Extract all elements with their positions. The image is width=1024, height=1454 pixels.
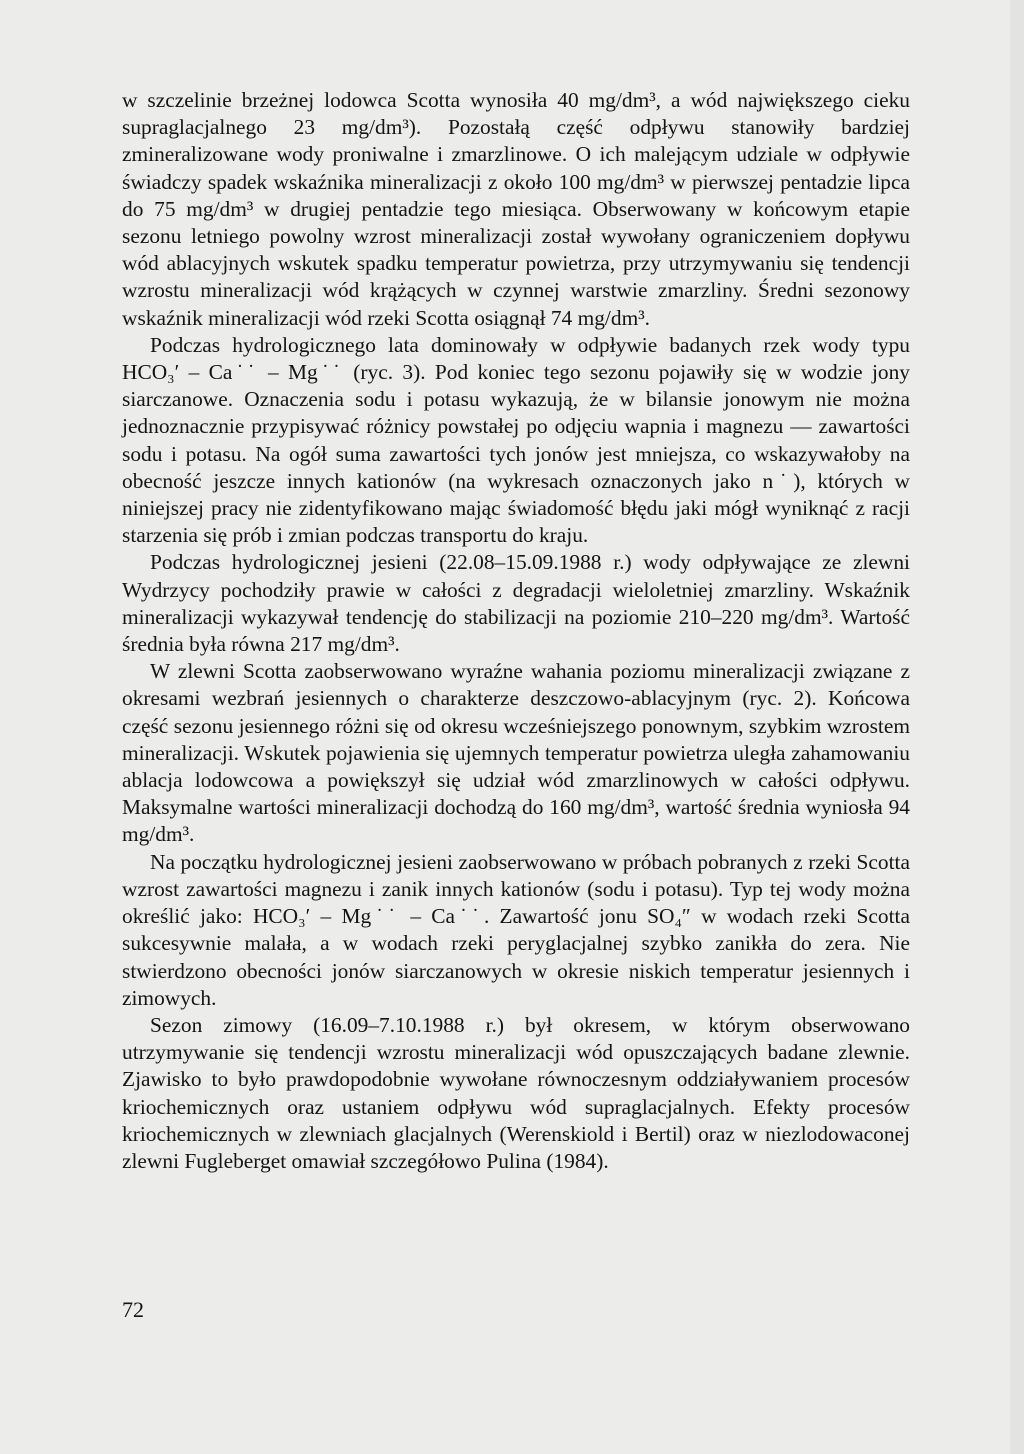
- paragraph-1: w szczelinie brzeżnej lodowca Scotta wynosiła 40 mg/dm³, a wód największego cieku supraglacjalnego 23 mg/dm³). Pozostałą część odpływu stanowiły bardziej zmineralizowane wody proniwalne i zmarzlinowe. O ich malejącym udziale w odpływie świadczy spadek wskaźnika mineralizacji z około 100 mg/dm³ w pierwszej pentadzie lipca do 75 mg/dm³ w drugiej pentadzie tego miesiąca. Obserwowany w końcowym etapie sezonu letniego powolny wzrost mineralizacji został wywołany ograniczeniem dopływu wód ablacyjnych wskutek spadku temperatur powietrza, przy utrzymywaniu się tendencji wzrostu mineralizacji wód krążących w czynnej warstwie zmarzliny. Średni sezonowy wskaźnik mineralizacji wód rzeki Scotta osiągnął 74 mg/dm³.: [122, 88, 910, 330]
- page-number: 72: [122, 1297, 144, 1322]
- paragraph-4: W zlewni Scotta zaobserwowano wyraźne wahania poziomu mineralizacji związane z okresami wezbrań jesiennych o charakterze deszczowo-ablacyjnym (ryc. 2). Końcowa część sezonu jesiennego różni się od okresu wcześniejszego ponownym, szybkim wzrostem mineralizacji. Wskutek pojawienia się ujemnych temperatur powietrza uległa zahamowaniu ablacja lodowcowa a powiększył się udział wód zmarzlinowych w całości odpływu. Maksymalne wartości mineralizacji dochodzą do 160 mg/dm³, wartość średnia wyniosła 94 mg/dm³.: [122, 659, 910, 847]
- page-edge-shadow: [1010, 0, 1024, 1454]
- paragraph-2: Podczas hydrologicznego lata dominowały w odpływie badanych rzek wody typu HCO₃′ – Ca˙˙ – Mg˙˙ (ryc. 3). Pod koniec tego sezonu pojawiły się w wodzie jony siarczanowe. Oznaczenia sodu i potasu wykazują, że w bilansie jonowym nie można jednoznacznie przypisywać różnicy powstałej po odjęciu wapnia i magnezu — zawartości sodu i potasu. Na ogół suma zawartości tych jonów jest mniejsza, co wskazywałoby na obecność jeszcze innych kationów (na wykresach oznaczonych jako n˙), których w niniejszej pracy nie zidentyfikowano mając świadomość błędu jaki mógł wyniknąć z racji starzenia się prób i zmian podczas transportu do kraju.: [122, 332, 910, 548]
- paragraph-3: Podczas hydrologicznej jesieni (22.08–15.09.1988 r.) wody odpływające ze zlewni Wydrzycy pochodziły prawie w całości z degradacji wieloletniej zmarzliny. Wskaźnik mineralizacji wykazywał tendencję do stabilizacji na poziomie 210–220 mg/dm³. Wartość średnia była równa 217 mg/dm³.: [122, 550, 910, 657]
- paragraph-5: Na początku hydrologicznej jesieni zaobserwowano w próbach pobranych z rzeki Scotta wzrost zawartości magnezu i zanik innych kationów (sodu i potasu). Typ tej wody można określić jako: HCO₃′ – Mg˙˙ – Ca˙˙. Zawartość jonu SO₄″ w wodach rzeki Scotta sukcesywnie malała, a w wodach rzeki peryglacjalnej szybko zanikła do zera. Nie stwierdzono obecności jonów siarczanowych w okresie niskich temperatur jesiennych i zimowych.: [122, 849, 910, 1010]
- body-text: [122, 87, 910, 1175]
- paragraph-6: Sezon zimowy (16.09–7.10.1988 r.) był okresem, w którym obserwowano utrzymywanie się tendencji wzrostu mineralizacji wód opuszczających badane zlewnie. Zjawisko to było prawdopodobnie wywołane równoczesnym oddziaływaniem procesów kriochemicznych oraz ustaniem odpływu wód supraglacjalnych. Efekty procesów kriochemicznych w zlewniach glacjalnych (Werenskiold i Bertil) oraz w niezlodowaconej zlewni Fugleberget omawiał szczegółowo Pulina (1984).: [122, 1012, 910, 1173]
